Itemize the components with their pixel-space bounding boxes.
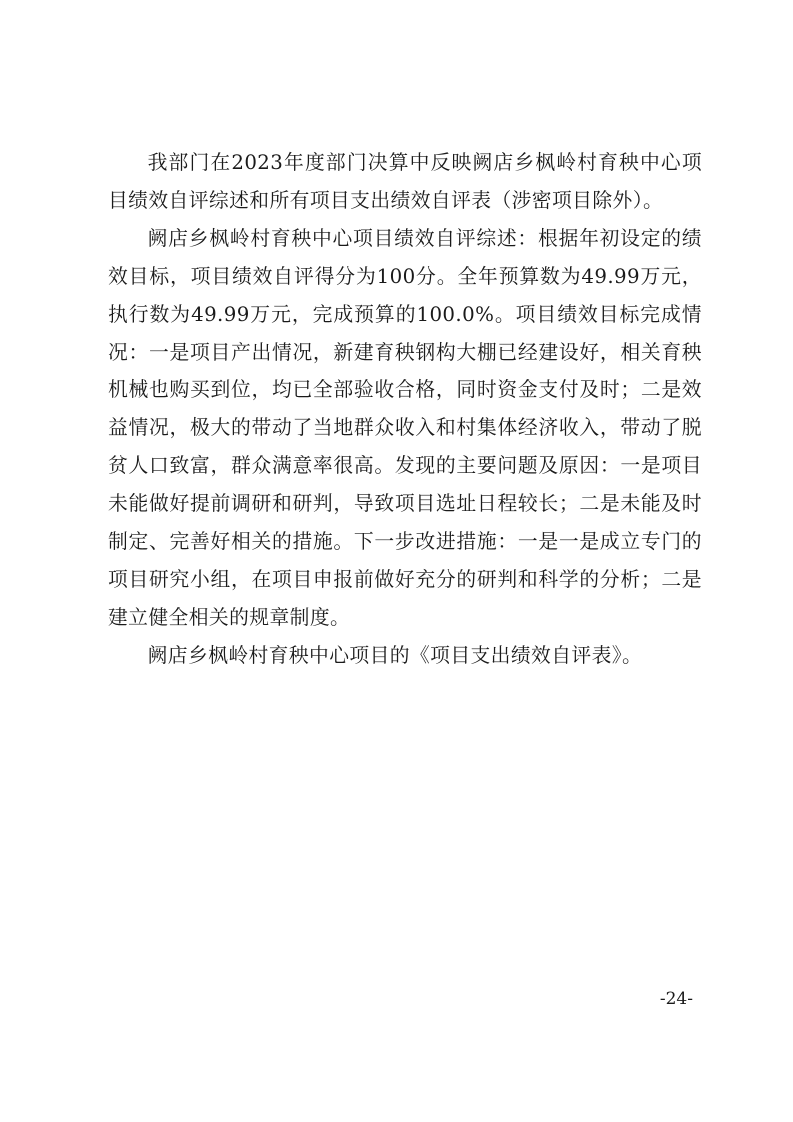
summary-paragraph: 阙店乡枫岭村育秧中心项目绩效自评综述：根据年初设定的绩效目标，项目绩效自评得分为100分。全年预算数为49.99万元，执行数为49.99万元，完成预算的100.0%。项目绩效目标完成情况：一是项目产出情况，新建育秧钢构大棚已经建设好，相关育秧机械也购买到位，均已全部验收合格，同时资金支付及时；二是效益情况，极大的带动了当地群众收入和村集体经济收入，带动了脱贫人口致富，群众满意率很高。发现的主要问题及原因：一是项目未能做好提前调研和研判，导致项目选址日程较长；二是未能及时制定、完善好相关的措施。下一步改进措施：一是一是成立专门的项目研究小组，在项目申报前做好充分的研判和科学的分析；二是建立健全相关的规章制度。 (108, 226, 702, 629)
page-number: -24- (659, 989, 693, 1009)
intro-paragraph: 我部门在2023年度部门决算中反映阙店乡枫岭村育秧中心项目绩效自评综述和所有项目支出绩效自评表（涉密项目除外）。 (108, 151, 702, 212)
table-reference-paragraph: 阙店乡枫岭村育秧中心项目的《项目支出绩效自评表》。 (147, 643, 643, 667)
document-body (108, 144, 702, 675)
